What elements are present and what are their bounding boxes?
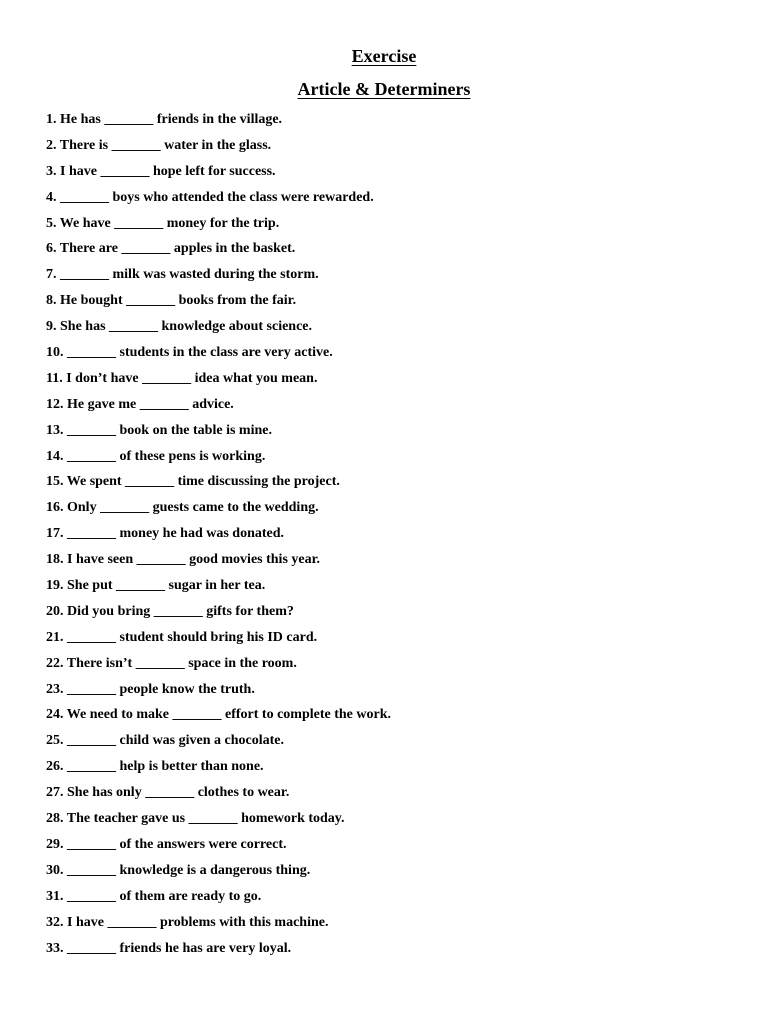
question-item: 14. _______ of these pens is working. — [46, 448, 266, 464]
question-item: 2. There is _______ water in the glass. — [46, 137, 272, 153]
question-item: 7. _______ milk was wasted during the storm. — [46, 267, 319, 283]
question-item: 21. _______ student should bring his ID card. — [46, 629, 318, 645]
question-item: 5. We have _______ money for the trip. — [46, 215, 280, 231]
question-item: 27. She has only _______ clothes to wear. — [46, 785, 290, 801]
question-item: 31. _______ of them are ready to go. — [46, 888, 262, 904]
question-item: 18. I have seen _______ good movies this year. — [46, 552, 321, 568]
worksheet-subtitle: Article & Determiners — [297, 79, 471, 99]
question-item: 13. _______ book on the table is mine. — [46, 422, 272, 438]
question-item: 1. He has _______ friends in the village. — [46, 112, 283, 127]
question-item: 3. I have _______ hope left for success. — [46, 163, 276, 179]
question-item: 8. He bought _______ books from the fair. — [46, 293, 297, 309]
question-item: 11. I don’t have _______ idea what you mean. — [46, 370, 318, 386]
question-item: 6. There are _______ apples in the basket. — [46, 241, 296, 257]
question-item: 25. _______ child was given a chocolate. — [46, 733, 284, 749]
question-item: 9. She has _______ knowledge about science. — [46, 319, 313, 335]
question-item: 24. We need to make _______ effort to complete the work. — [46, 707, 392, 723]
question-item: 33. _______ friends he has are very loyal. — [46, 940, 292, 956]
question-item: 29. _______ of the answers were correct. — [46, 836, 287, 852]
question-item: 15. We spent _______ time discussing the project. — [46, 474, 340, 490]
question-item: 4. _______ boys who attended the class were rewarded. — [46, 189, 374, 205]
question-item: 30. _______ knowledge is a dangerous thing. — [46, 862, 311, 878]
question-item: 20. Did you bring _______ gifts for them? — [46, 603, 294, 619]
question-list — [46, 109, 391, 963]
question-item: 17. _______ money he had was donated. — [46, 526, 285, 542]
question-item: 22. There isn’t _______ space in the room. — [46, 655, 297, 671]
worksheet-title: Exercise — [351, 46, 417, 66]
question-item: 10. _______ students in the class are very active. — [46, 345, 333, 361]
question-item: 32. I have _______ problems with this machine. — [46, 914, 329, 930]
question-item: 26. _______ help is better than none. — [46, 759, 264, 775]
question-item: 12. He gave me _______ advice. — [46, 396, 234, 412]
question-item: 19. She put _______ sugar in her tea. — [46, 578, 266, 594]
question-item: 28. The teacher gave us _______ homework today. — [46, 811, 345, 827]
question-item: 23. _______ people know the truth. — [46, 681, 255, 697]
question-item: 16. Only _______ guests came to the wedding. — [46, 500, 319, 516]
